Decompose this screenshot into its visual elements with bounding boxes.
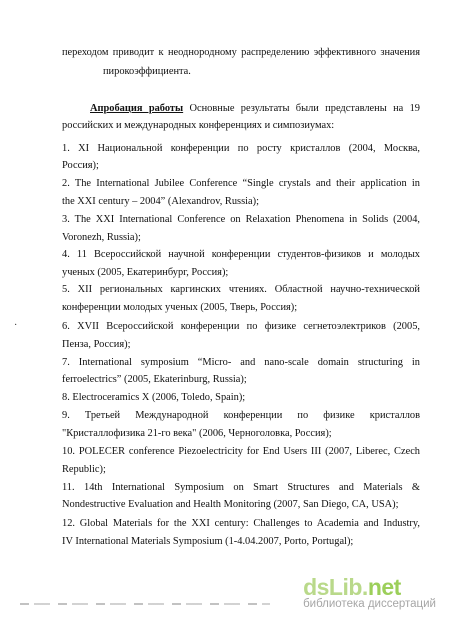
text-line (62, 356, 420, 369)
text-line (62, 517, 420, 530)
watermark-subtitle: библиотека диссертаций (303, 598, 436, 610)
text-line (62, 195, 420, 208)
text-line (62, 213, 420, 226)
watermark[interactable] (303, 574, 436, 610)
line-text: IV International Materials Symposium (1-4.04.2007, Porto, Portugal); (62, 536, 354, 547)
text-line (62, 231, 420, 244)
section-heading: Апробация работы (90, 103, 184, 114)
line-text: 3. The XXI International Conference on Relaxation Phenomena in Solids (2004, (62, 214, 420, 225)
margin-mark: · (14, 320, 18, 331)
text-line (62, 142, 420, 155)
text-line (62, 498, 420, 511)
text-line (62, 46, 420, 59)
text-line (103, 65, 420, 78)
text-line (62, 119, 420, 132)
line-text: Россия); (62, 160, 99, 171)
text-line (62, 445, 420, 458)
line-text: 4. 11 Всероссийской научной конференции студентов-физиков и молодых (62, 249, 420, 260)
text-line (62, 535, 420, 548)
line-text: 2. The International Jubilee Conference “Single crystals and their application in (62, 178, 420, 189)
line-text: 1. XI Национальной конференции по росту кристаллов (2004, Москва, (62, 143, 420, 154)
line-text: российских и международных конференциях и симпозиумах: (62, 120, 335, 131)
text-line (62, 177, 420, 190)
line-text: Основные результаты были представлены на 19 (183, 103, 421, 114)
line-text: "Кристаллофизика 21-го века" (2006, Черноголовка, Россия); (62, 428, 332, 439)
text-line (62, 481, 420, 494)
text-line (62, 391, 420, 404)
line-text: 9. Третьей Международной конференции по физике кристаллов (62, 410, 420, 421)
text-line (62, 427, 420, 440)
text-line (90, 102, 420, 115)
line-text: 5. XII региональных каргинских чтениях. Областной научно-технической (62, 284, 420, 295)
line-text: ferroelectrics” (2005, Ekaterinburg, Russia); (62, 374, 247, 385)
line-text: 11. 14th International Symposium on Smart Structures and Materials & (62, 482, 420, 493)
line-text: 12. Global Materials for the XXI century: Challenges to Academia and Industry, (62, 518, 420, 529)
line-text: Nondestructive Evaluation and Health Monitoring (2007, San Diego, CA, USA); (62, 499, 399, 510)
text-line (62, 338, 420, 351)
text-line (62, 320, 420, 333)
line-text: 8. Electroceramics X (2006, Toledo, Spain); (62, 392, 246, 403)
text-line (62, 248, 420, 261)
line-text: 10. POLECER conference Piezoelectricity for End Users III (2007, Liberec, Czech (62, 446, 420, 457)
line-text: конференции молодых ученых (2005, Тверь, Россия); (62, 302, 298, 313)
text-line (62, 373, 420, 386)
text-line (62, 463, 420, 476)
line-text: 6. XVII Всероссийской конференции по физике сегнетоэлектриков (2005, (62, 321, 420, 332)
text-line (62, 409, 420, 422)
line-text: Пенза, Россия); (62, 339, 131, 350)
text-line (62, 283, 420, 296)
line-text: переходом приводит к неоднородному распределению эффективного значения (62, 47, 420, 58)
text-line (62, 301, 420, 314)
text-line (62, 266, 420, 279)
line-text: 7. International symposium “Micro- and nano-scale domain structuring in (62, 357, 420, 368)
watermark-logo[interactable]: dsLib.net (303, 574, 401, 600)
line-text: the XXI century – 2004” (Alexandrov, Russia); (62, 196, 259, 207)
scan-artifact-strip (20, 603, 270, 605)
line-text: пирокоэффициента. (103, 66, 191, 77)
line-text: ученых (2005, Екатеринбург, Россия); (62, 267, 229, 278)
line-text: Voronezh, Russia); (62, 232, 141, 243)
text-line (62, 159, 420, 172)
line-text: Republic); (62, 464, 106, 475)
